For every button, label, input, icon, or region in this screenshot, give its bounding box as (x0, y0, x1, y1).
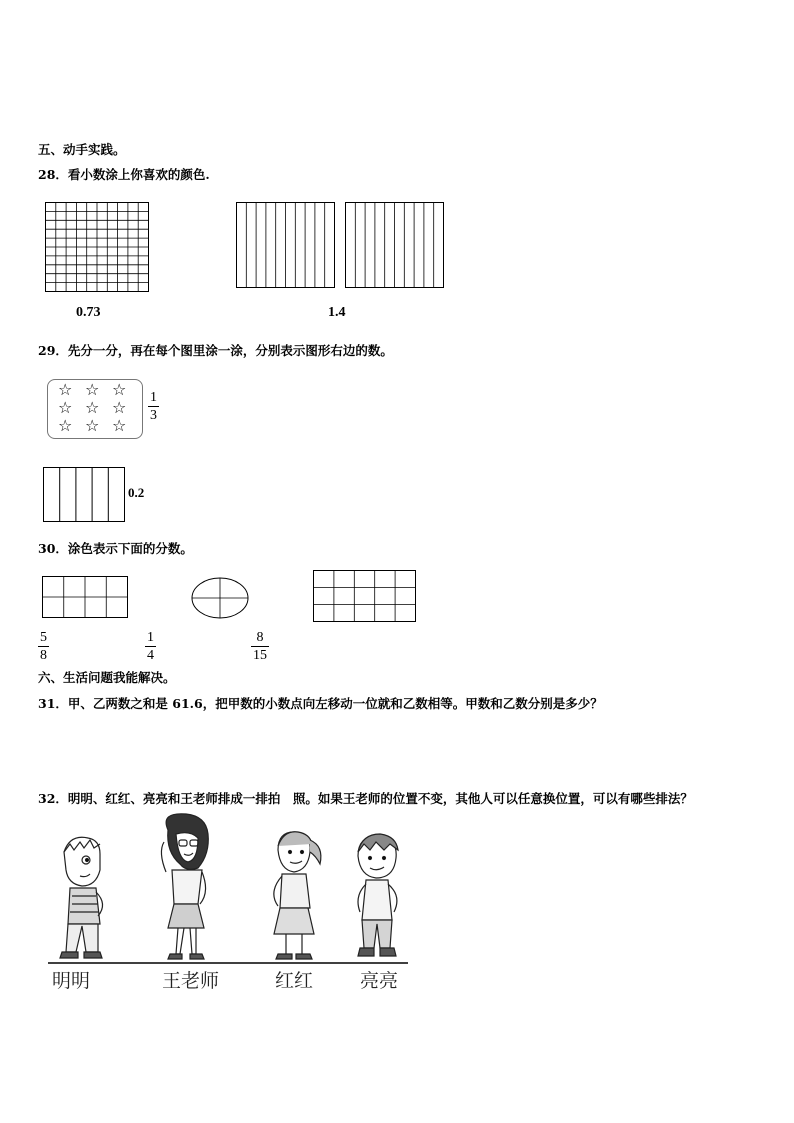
star-icon: ☆ (112, 398, 127, 417)
photo-line-illustration (40, 812, 420, 972)
fraction-denominator: 8 (40, 648, 47, 663)
fraction-numerator: 8 (256, 630, 264, 645)
tenths-square-2 (345, 202, 444, 288)
label-0-2: 0.2 (128, 485, 145, 500)
star-icon: ☆ (112, 380, 127, 399)
fraction-five-eighths (38, 630, 49, 663)
fraction-eight-fifteenths (251, 630, 269, 663)
question-30-text: 30．涂色表示下面的分数。 (38, 541, 193, 556)
rectangle-eighths (42, 576, 128, 618)
five-part-bar (43, 467, 125, 522)
question-29-text: 29．先分一分，再在每个图里涂一涂，分别表示图形右边的数。 (38, 343, 393, 358)
boy-liangliang-figure (358, 834, 398, 956)
name-liangliang: 亮亮 (360, 970, 399, 992)
fraction-numerator: 5 (40, 630, 47, 645)
name-honghong: 红红 (275, 970, 314, 992)
name-mingming: 明明 (52, 970, 91, 992)
boy-mingming-figure (60, 837, 103, 958)
grid-100-square (45, 202, 149, 292)
circle-quarters (191, 576, 251, 622)
name-teacher-wang: 王老师 (162, 970, 220, 992)
fraction-denominator: 4 (147, 648, 154, 663)
label-1-4: 1.4 (328, 305, 346, 320)
question-32-text: 32．明明、红红、亮亮和王老师排成一排拍 照。如果王老师的位置不变，其他人可以任意换位置，可以有哪些排法？ (38, 791, 693, 806)
tenths-square-1 (236, 202, 335, 288)
fraction-denominator: 3 (150, 408, 157, 423)
star-icon: ☆ (85, 380, 100, 399)
section-heading-6: 六、生活问题我能解决。 (38, 670, 176, 685)
label-0-73: 0.73 (76, 305, 101, 320)
fraction-one-third (148, 390, 159, 423)
fraction-numerator: 1 (150, 390, 157, 405)
star-icon: ☆ (58, 380, 73, 399)
rectangle-fifteenths (313, 570, 416, 622)
fraction-denominator: 15 (253, 648, 267, 663)
star-icon: ☆ (58, 416, 73, 435)
star-icon: ☆ (85, 416, 100, 435)
teacher-wang-figure (161, 814, 208, 959)
fraction-numerator: 1 (147, 630, 154, 645)
section-heading-5: 五、动手实践。 (38, 142, 126, 157)
star-icon: ☆ (85, 398, 100, 417)
fraction-one-quarter (145, 630, 156, 663)
question-28-text: 28．看小数涂上你喜欢的颜色. (38, 167, 210, 182)
star-icon: ☆ (58, 398, 73, 417)
question-31-text: 31．甲、乙两数之和是 61.6，把甲数的小数点向左移动一位就和乙数相等。甲数和乙数分别是多少？ (38, 696, 603, 711)
girl-honghong-figure (274, 832, 321, 959)
star-icon: ☆ (112, 416, 127, 435)
